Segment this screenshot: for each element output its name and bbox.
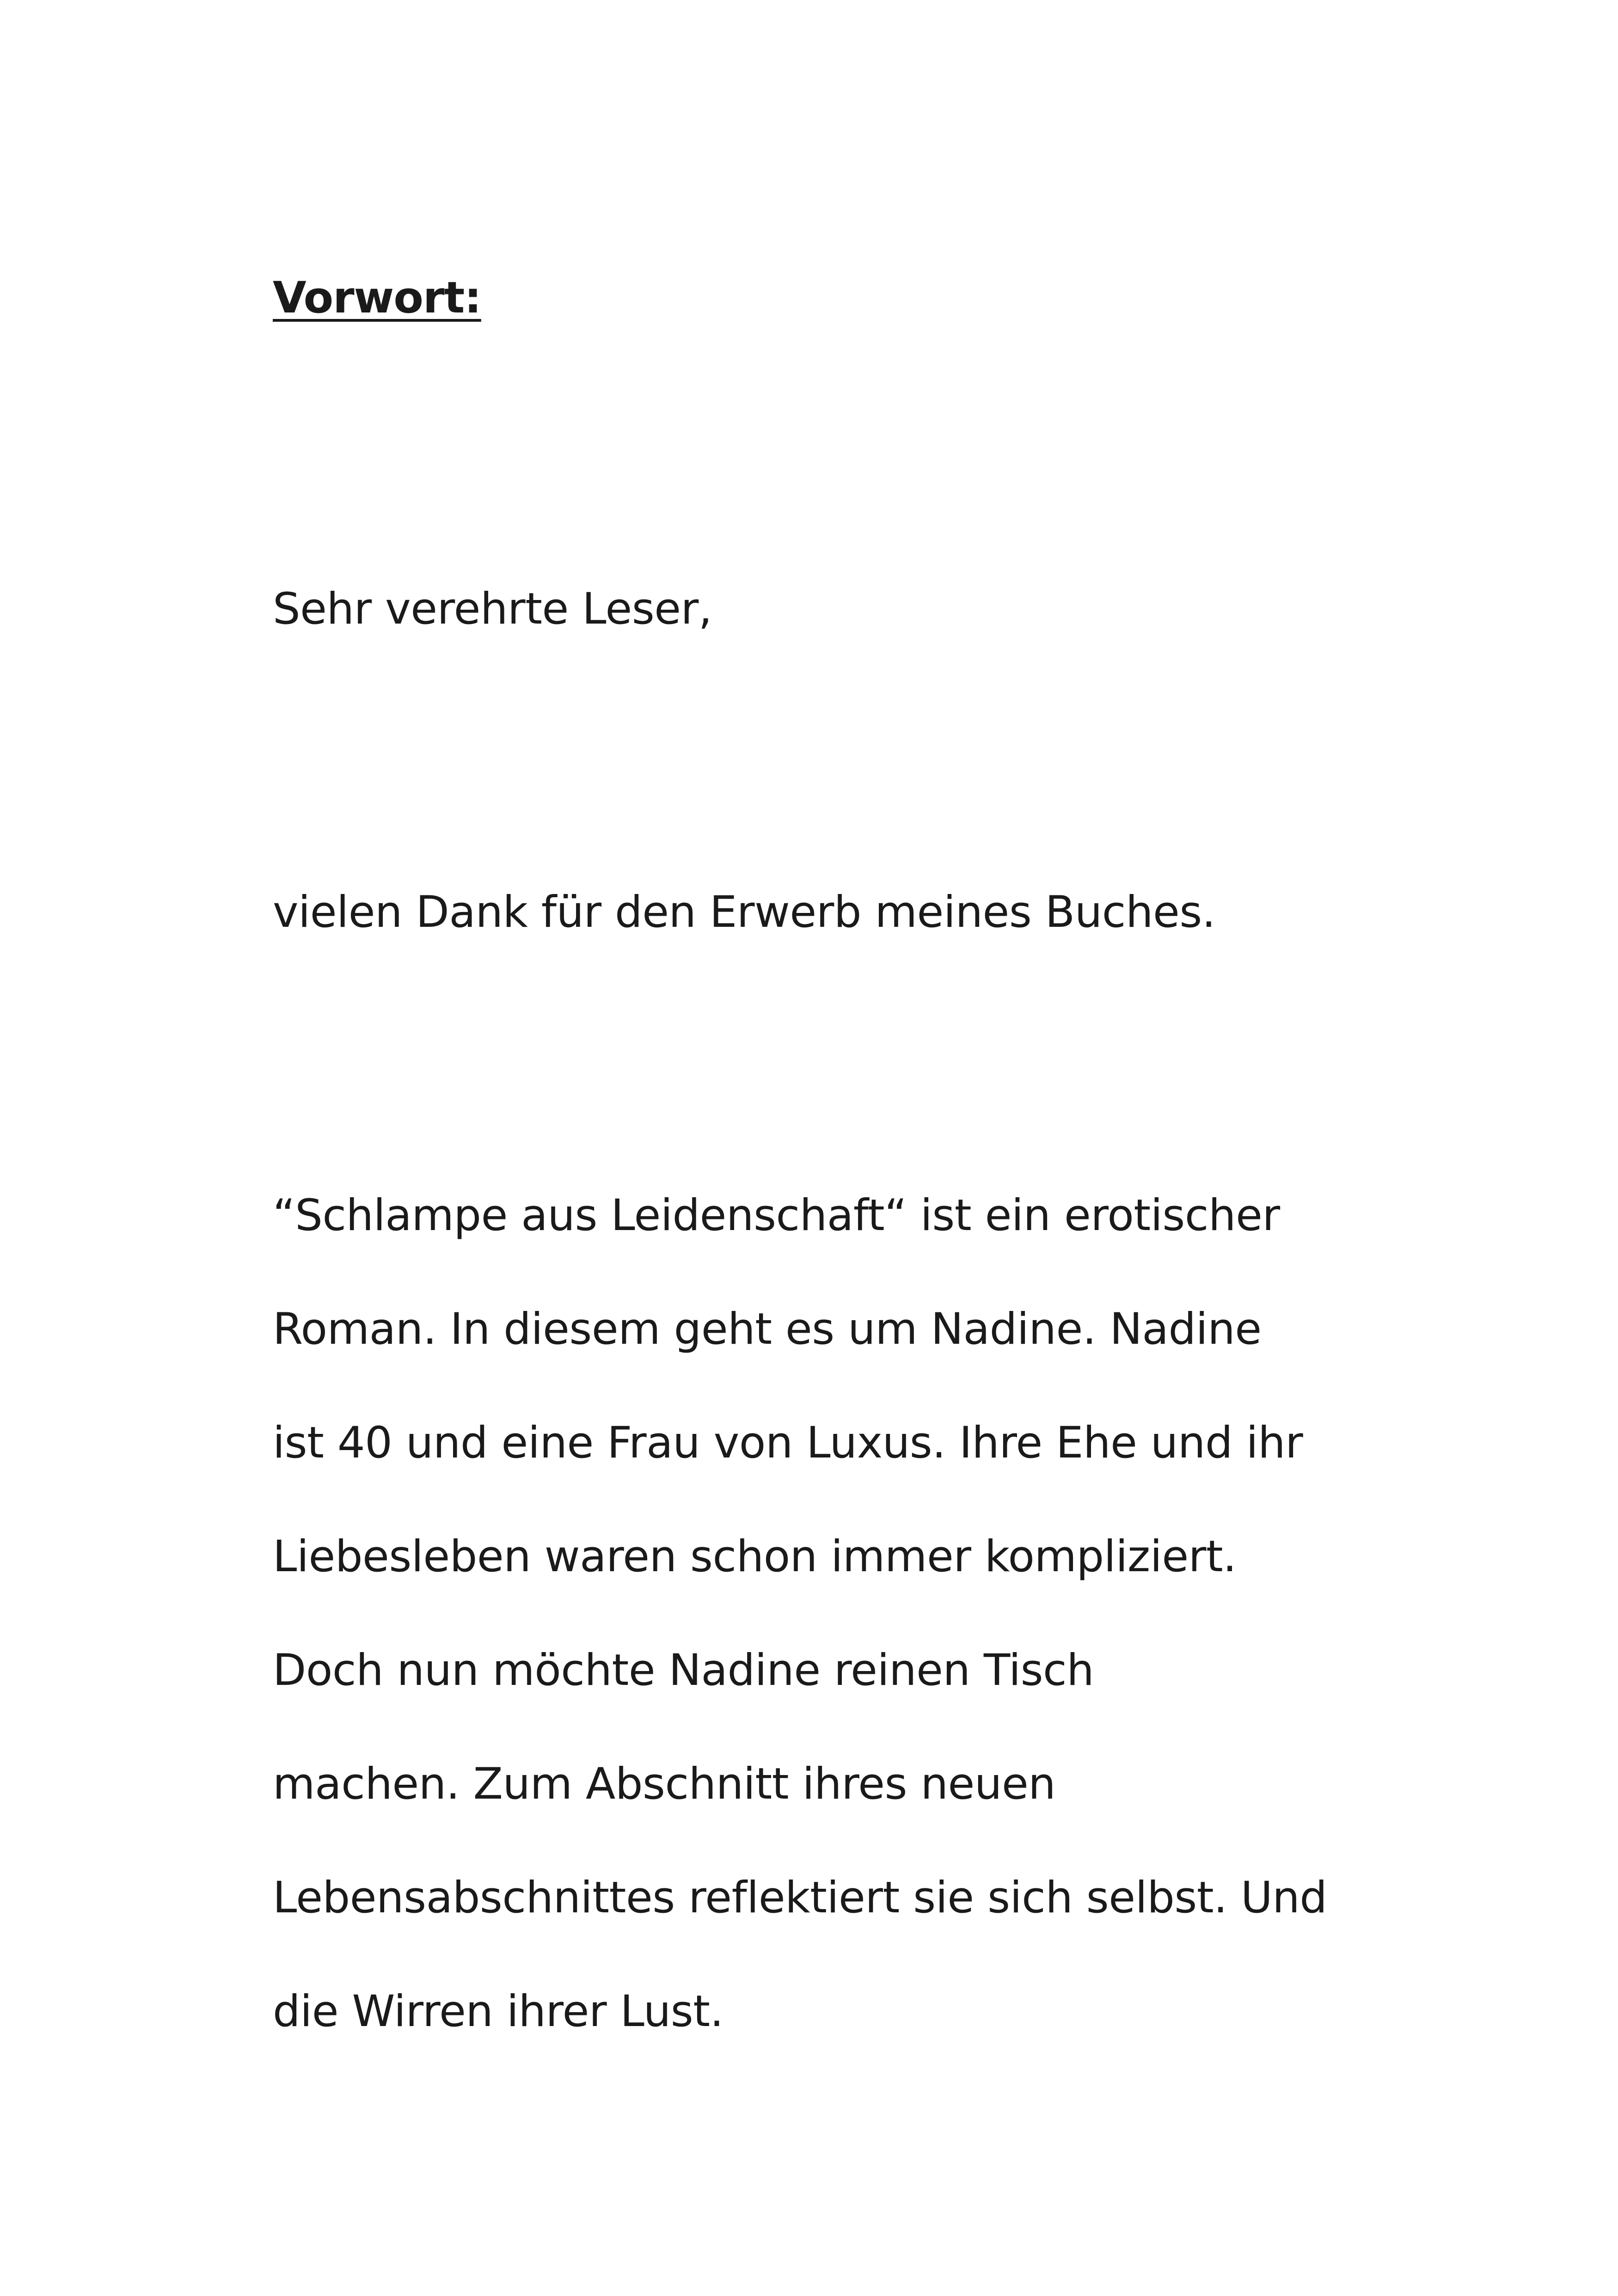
paragraph-line: “Schlampe aus Leidenschaft“ ist ein erotischer xyxy=(273,1190,1280,1241)
paragraph-line: Lebensabschnittes reflektiert sie sich selbst. Und xyxy=(273,1873,1327,1923)
body-paragraph xyxy=(273,1188,1327,2098)
paragraph-line: Doch nun möchte Nadine reinen Tisch xyxy=(273,1645,1094,1696)
greeting-text: Sehr verehrte Leser, xyxy=(273,584,712,634)
paragraph-line: die Wirren ihrer Lust. xyxy=(273,1986,723,2037)
section-heading: Vorwort: xyxy=(273,273,481,323)
thanks-text: vielen Dank für den Erwerb meines Buches. xyxy=(273,887,1216,937)
paragraph-line: Roman. In diesem geht es um Nadine. Nadine xyxy=(273,1304,1262,1354)
paragraph-line: Liebesleben waren schon immer kompliziert. xyxy=(273,1531,1237,1582)
paragraph-line: ist 40 und eine Frau von Luxus. Ihre Ehe und ihr xyxy=(273,1418,1303,1468)
paragraph-line: machen. Zum Abschnitt ihres neuen xyxy=(273,1759,1056,1809)
